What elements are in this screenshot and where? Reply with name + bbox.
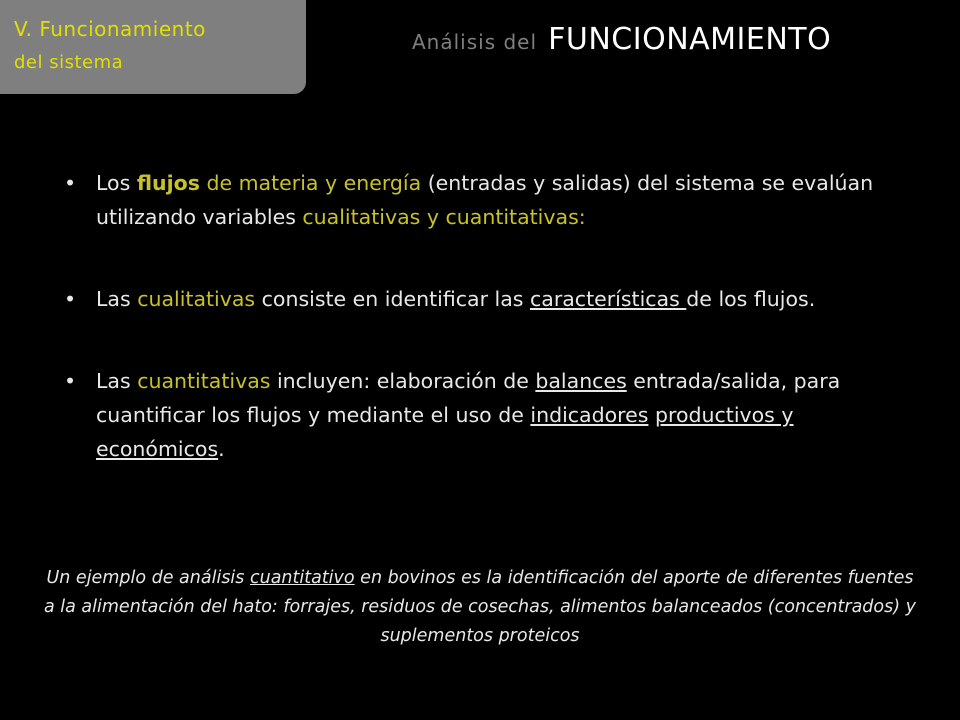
- term-caracteristicas: características: [529, 287, 687, 311]
- slide-title-lead: Análisis del: [412, 30, 538, 54]
- bullet-2-text: Las: [96, 287, 138, 311]
- term-variables: cualitativas y cuantitativas:: [302, 205, 586, 229]
- bullet-list: [60, 166, 880, 466]
- term-balances: balances: [535, 369, 627, 393]
- bullet-3-text: incluyen: elaboración de: [270, 369, 536, 393]
- bullet-2-text: consiste en identificar las: [255, 287, 530, 311]
- term-indicadores: indicadores: [530, 403, 649, 427]
- example-text: Un ejemplo de análisis: [46, 568, 250, 588]
- term-flujos: flujos: [136, 171, 200, 195]
- bullet-3-text: entrada/salida, para cuantificar los flujos y mediante el uso de: [96, 369, 841, 427]
- bullet-flujos: [60, 166, 880, 234]
- slide-title: [412, 22, 831, 57]
- bullet-cuantitativas: [60, 364, 880, 466]
- section-title-line-1: V. Funcionamiento: [14, 17, 206, 41]
- term-cuantitativo: cuantitativo: [249, 568, 355, 588]
- example-note: [40, 564, 920, 651]
- slide-title-main: FUNCIONAMIENTO: [548, 22, 832, 57]
- bullet-cualitativas: [60, 282, 880, 316]
- example-text: en bovinos es la identificación del aporte de diferentes fuentes a la alimentación del hato: forrajes, residuos de cosechas, alimentos balanceados (concentrados) y suplementos proteicos: [44, 568, 916, 646]
- bullet-3-text: .: [218, 437, 225, 461]
- section-title-line-2: del sistema: [14, 52, 124, 73]
- section-tab: [0, 0, 306, 94]
- term-materia-energia: de materia y energía: [199, 171, 422, 195]
- bullet-1-text: Los: [96, 171, 137, 195]
- bullet-2-text: de los flujos.: [686, 287, 816, 311]
- term-cuantitativas: cuantitativas: [137, 369, 271, 393]
- term-productivos-economicos: productivos y económicos: [96, 403, 794, 461]
- term-cualitativas: cualitativas: [137, 287, 256, 311]
- bullet-3-text: Las: [96, 369, 138, 393]
- bullet-1-text: (entradas y salidas) del sistema se evalúan utilizando variables: [96, 171, 874, 229]
